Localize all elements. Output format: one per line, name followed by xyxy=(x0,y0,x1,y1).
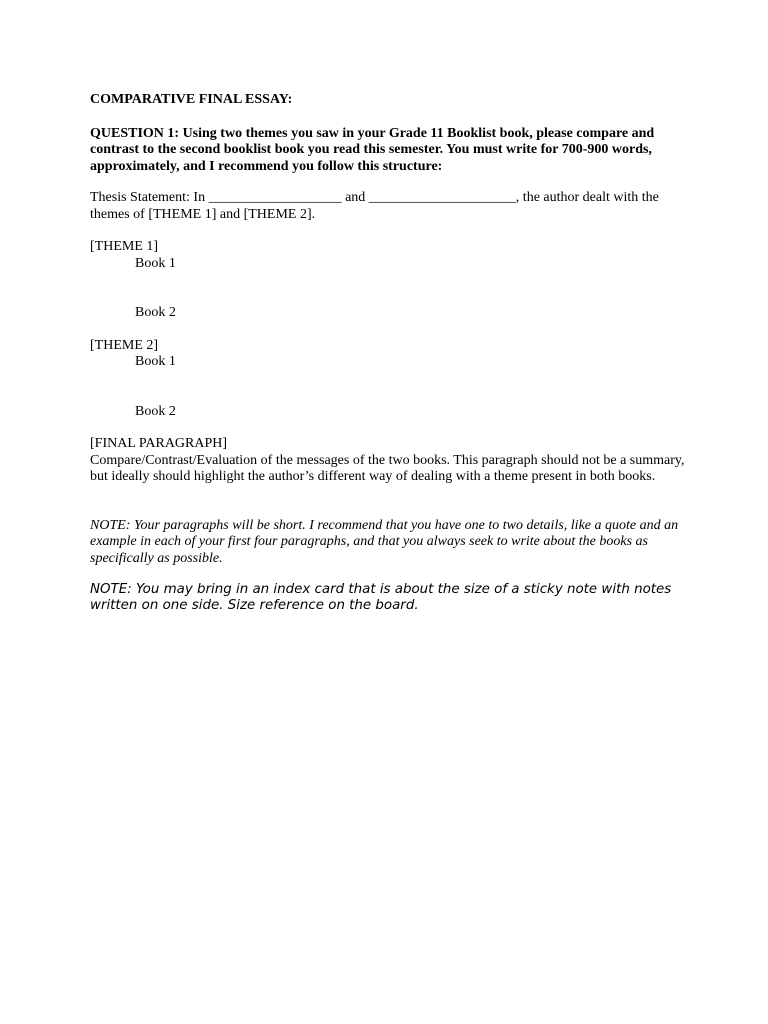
theme-1-heading: [THEME 1] xyxy=(90,239,159,254)
note-line: NOTE: You may bring in an index card that is about the size of a sticky note with notes xyxy=(90,582,672,597)
document-title: COMPARATIVE FINAL ESSAY: xyxy=(90,92,293,107)
theme-2-book-2: Book 2 xyxy=(135,403,176,419)
final-paragraph-line: but ideally should highlight the author’s different way of dealing with a theme present in both books. xyxy=(90,469,656,484)
note-index-card xyxy=(90,582,690,614)
thesis-line: Thesis Statement: In ___________________ and _____________________, the author dealt with the xyxy=(90,190,659,205)
note-line: specifically as possible. xyxy=(90,550,223,566)
question-1 xyxy=(90,126,690,176)
theme-2-section xyxy=(90,338,690,421)
document-page xyxy=(90,92,690,614)
final-paragraph-section xyxy=(90,436,690,486)
final-paragraph-heading: [FINAL PARAGRAPH] xyxy=(90,436,228,451)
theme-2-book-1: Book 1 xyxy=(135,354,176,369)
thesis-line: themes of [THEME 1] and [THEME 2]. xyxy=(90,206,316,222)
final-paragraph-line: Compare/Contrast/Evaluation of the messages of the two books. This paragraph should not be a summary, xyxy=(90,452,685,468)
theme-1-book-1: Book 1 xyxy=(135,255,176,271)
theme-1-section xyxy=(90,239,690,322)
question-line: approximately, and I recommend you follow this structure: xyxy=(90,158,443,174)
question-line: QUESTION 1: Using two themes you saw in your Grade 11 Booklist book, please compare and xyxy=(90,125,655,141)
note-line: example in each of your first four paragraphs, and that you always seek to write about the books as xyxy=(90,534,649,549)
note-paragraph-length xyxy=(90,518,690,568)
theme-1-book-2: Book 2 xyxy=(135,305,176,320)
theme-2-heading: [THEME 2] xyxy=(90,337,159,353)
thesis-statement xyxy=(90,190,690,223)
note-line: written on one side. Size reference on the board. xyxy=(90,598,419,613)
note-line: NOTE: Your paragraphs will be short. I recommend that you have one to two details, like a quote and an xyxy=(90,517,679,533)
question-line: contrast to the second booklist book you read this semester. You must write for 700-900 words, xyxy=(90,142,652,157)
